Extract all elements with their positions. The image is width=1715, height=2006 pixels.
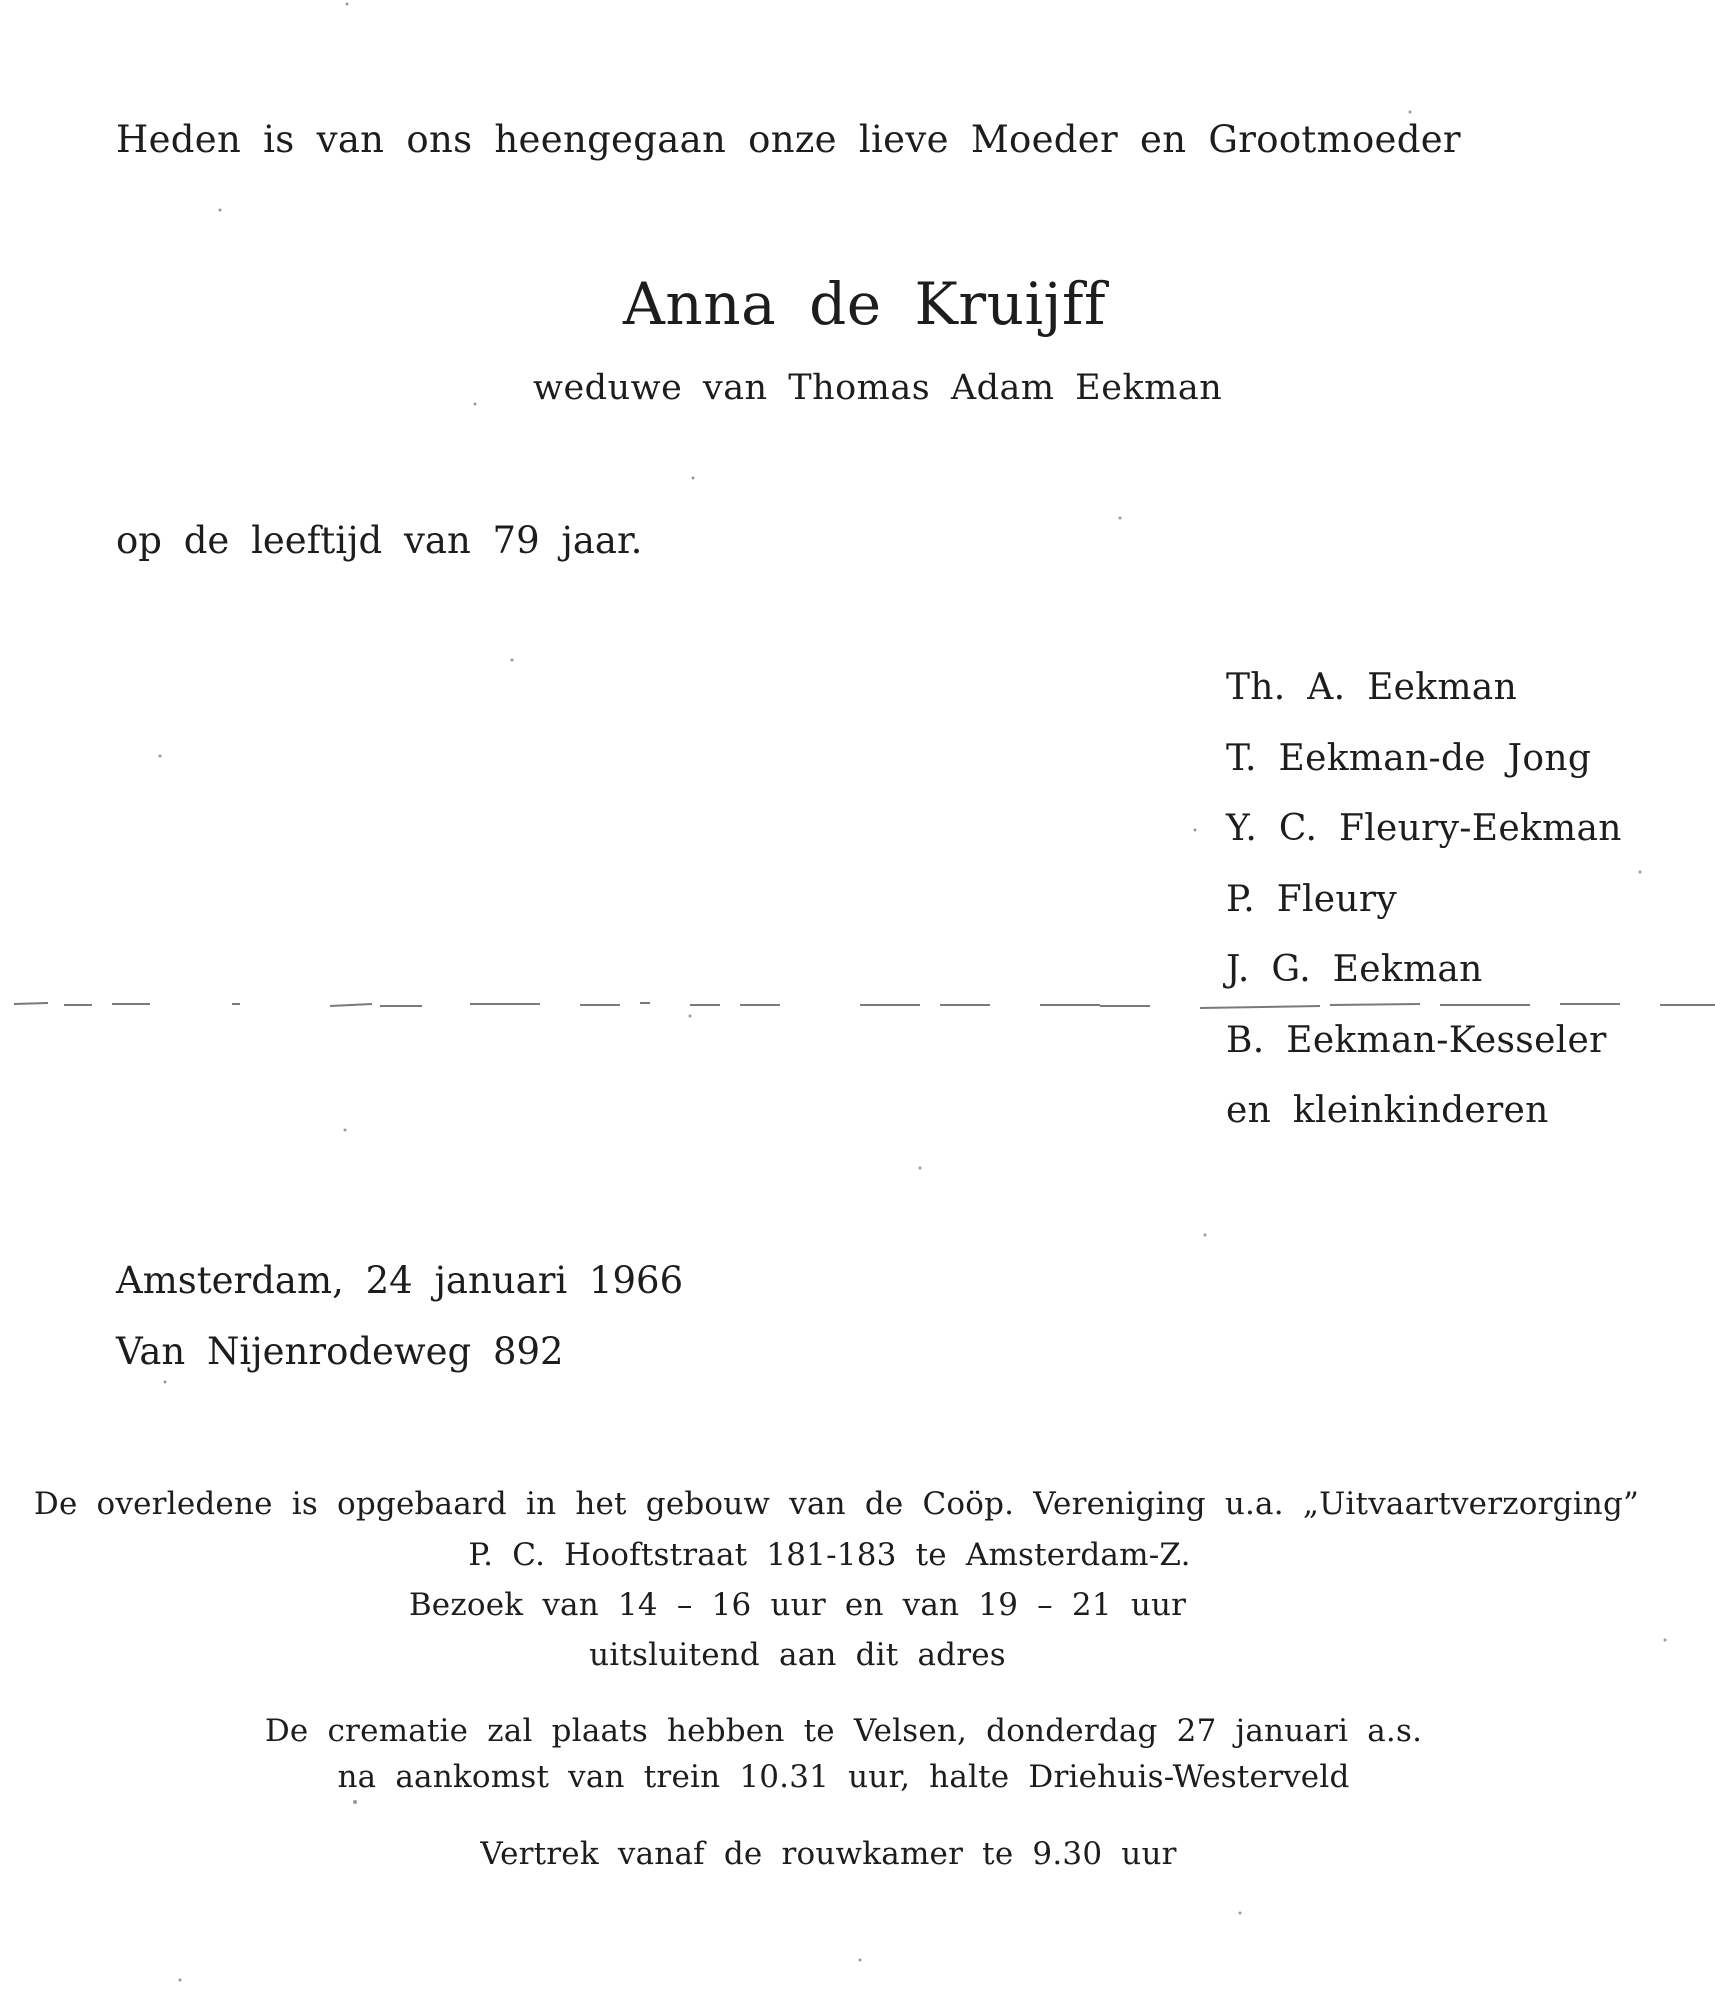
notice-line <box>0 1486 1715 1522</box>
notice-line <box>0 1637 1715 1673</box>
notice-line <box>0 1836 1715 1872</box>
mourner-item: en kleinkinderen <box>1226 1090 1549 1131</box>
notice-line-text: Bezoek van 14 – 16 uur en van 19 – 21 uur <box>408 1587 1187 1623</box>
notice-line-text: uitsluitend aan dit adres <box>589 1637 1006 1673</box>
notice-line <box>0 1537 1715 1573</box>
notice-line-text: Vertrek vanaf de rouwkamer te 9.30 uur <box>480 1836 1177 1872</box>
notice-line-text: P. C. Hooftstraat 181-183 te Amsterdam-Z. <box>468 1537 1191 1573</box>
age-line: op de leeftijd van 79 jaar. <box>116 519 643 562</box>
mourner-item: T. Eekman-de Jong <box>1226 737 1592 779</box>
intro-line: Heden is van ons heengegaan onze lieve Moeder en Grootmoeder <box>116 118 1461 161</box>
mourner-item: Th. A. Eekman <box>1226 667 1518 708</box>
deceased-name <box>0 270 1715 338</box>
place-date-line: Amsterdam, 24 januari 1966 <box>116 1259 684 1302</box>
notice-line-text: De crematie zal plaats hebben te Velsen, donderdag 27 januari a.s. <box>264 1713 1423 1749</box>
mourner-item: Y. C. Fleury-Eekman <box>1226 808 1622 849</box>
notice-line-text: De overledene is opgebaard in het gebouw van de Coöp. Vereniging u.a. „Uitvaartverzorging” <box>33 1486 1640 1522</box>
widow-of-line: weduwe van Thomas Adam Eekman <box>533 368 1223 408</box>
notice-line-text: na aankomst van trein 10.31 uur, halte Driehuis-Westerveld <box>337 1759 1350 1795</box>
address-line: Van Nijenrodeweg 892 <box>116 1330 564 1373</box>
mourners-list <box>1226 667 1622 1164</box>
notice-line <box>0 1759 1715 1795</box>
paper-fold-mark <box>0 998 1715 1012</box>
notice-line <box>0 1587 1715 1623</box>
deceased-name-text: Anna de Kruijff <box>623 270 1106 338</box>
mourner-item: J. G. Eekman <box>1226 949 1483 990</box>
mourner-item: P. Fleury <box>1226 878 1398 920</box>
mourner-item: B. Eekman-Kesseler <box>1226 1019 1607 1061</box>
notice-line <box>0 1713 1715 1749</box>
